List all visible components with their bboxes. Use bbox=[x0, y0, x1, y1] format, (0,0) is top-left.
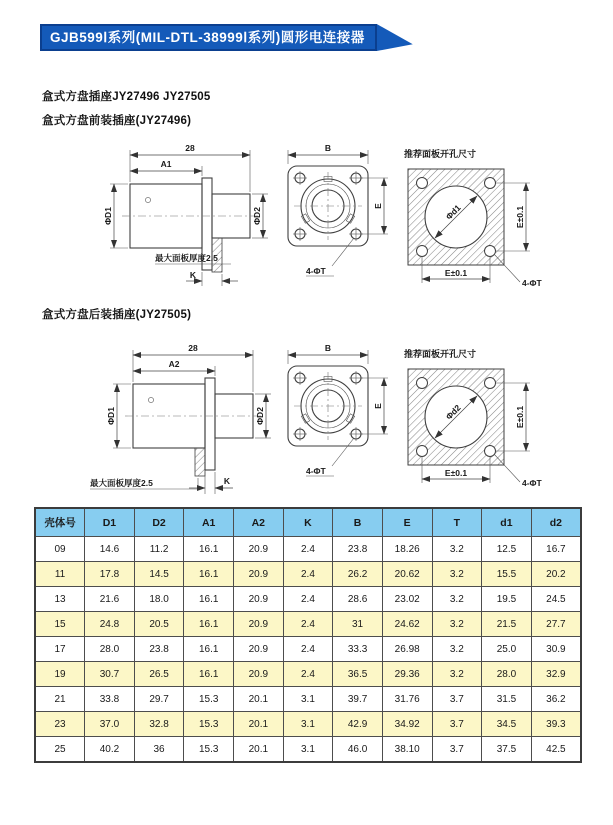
table-body bbox=[35, 537, 581, 763]
table-cell: 24.8 bbox=[85, 612, 135, 637]
table-cell: 26.5 bbox=[134, 662, 184, 687]
hole-spec-label: 4-ΦT bbox=[522, 278, 542, 288]
table-cell: 37.0 bbox=[85, 712, 135, 737]
table-cell: 23.8 bbox=[333, 537, 383, 562]
table-cell: 20.9 bbox=[234, 537, 284, 562]
table-cell: 16.1 bbox=[184, 587, 234, 612]
table-cell: 14.5 bbox=[134, 562, 184, 587]
column-header: d2 bbox=[531, 508, 581, 537]
table-cell: 36 bbox=[134, 737, 184, 763]
figure-front-view-1 bbox=[268, 140, 403, 290]
table-cell: 23.8 bbox=[134, 637, 184, 662]
table-cell: 2.4 bbox=[283, 537, 333, 562]
table-cell: 32.8 bbox=[134, 712, 184, 737]
dim-e-vertical: E±0.1 bbox=[515, 205, 525, 229]
table-cell: 20.9 bbox=[234, 587, 284, 612]
cutout-diameter-label: Φd2 bbox=[443, 402, 463, 422]
dim-overall-length: 28 bbox=[188, 343, 198, 353]
column-header: K bbox=[283, 508, 333, 537]
figure-panel-cutout-front bbox=[398, 145, 563, 295]
table-cell: 24.5 bbox=[531, 587, 581, 612]
table-cell: 40.2 bbox=[85, 737, 135, 763]
hole-spec-label: 4-ΦT bbox=[306, 466, 326, 476]
figure-front-mount-side-view bbox=[100, 138, 275, 293]
table-cell: 27.7 bbox=[531, 612, 581, 637]
dim-e-horizontal: E±0.1 bbox=[444, 268, 468, 278]
table-cell: 36.5 bbox=[333, 662, 383, 687]
dim-b: B bbox=[324, 143, 332, 153]
table-cell: 14.6 bbox=[85, 537, 135, 562]
table-cell: 2.4 bbox=[283, 612, 333, 637]
table-cell: 19.5 bbox=[482, 587, 532, 612]
table-cell: 20.2 bbox=[531, 562, 581, 587]
table-cell: 21.6 bbox=[85, 587, 135, 612]
table-cell: 20.1 bbox=[234, 687, 284, 712]
table-cell: 20.1 bbox=[234, 737, 284, 763]
table-cell: 20.9 bbox=[234, 662, 284, 687]
table-row bbox=[35, 612, 581, 637]
table-cell: 25 bbox=[35, 737, 85, 763]
table-cell: 31 bbox=[333, 612, 383, 637]
figure-rear-mount-side-view bbox=[88, 338, 278, 496]
panel-thickness-note: 最大面板厚度2.5 bbox=[90, 478, 153, 488]
table-cell: 30.9 bbox=[531, 637, 581, 662]
table-cell: 17.8 bbox=[85, 562, 135, 587]
table-cell: 11 bbox=[35, 562, 85, 587]
table-cell: 28.0 bbox=[85, 637, 135, 662]
heading-models: 盒式方盘插座JY27496 JY27505 bbox=[42, 91, 211, 103]
table-cell: 31.76 bbox=[382, 687, 432, 712]
figure-front-view-2 bbox=[268, 340, 403, 490]
heading-front-mount: 盒式方盘前装插座(JY27496) bbox=[42, 115, 192, 127]
table-cell: 15.3 bbox=[184, 712, 234, 737]
cutout-title: 推荐面板开孔尺寸 bbox=[404, 349, 477, 359]
table-cell: 21 bbox=[35, 687, 85, 712]
dim-d1: ΦD1 bbox=[103, 207, 113, 225]
table-row bbox=[35, 687, 581, 712]
table-cell: 3.7 bbox=[432, 737, 482, 763]
spec-table-container bbox=[34, 507, 582, 763]
table-cell: 23.02 bbox=[382, 587, 432, 612]
column-header: D2 bbox=[134, 508, 184, 537]
dim-a2: A2 bbox=[168, 359, 180, 369]
table-cell: 16.1 bbox=[184, 662, 234, 687]
banner-tail-shape bbox=[377, 24, 413, 51]
dim-overall-length: 28 bbox=[185, 143, 195, 153]
column-header: A1 bbox=[184, 508, 234, 537]
table-cell: 19 bbox=[35, 662, 85, 687]
heading-rear-mount: 盒式方盘后装插座(JY27505) bbox=[42, 309, 192, 321]
table-cell: 2.4 bbox=[283, 662, 333, 687]
table-cell: 28.6 bbox=[333, 587, 383, 612]
table-cell: 3.7 bbox=[432, 687, 482, 712]
table-cell: 2.4 bbox=[283, 637, 333, 662]
table-cell: 17 bbox=[35, 637, 85, 662]
table-row bbox=[35, 737, 581, 763]
table-cell: 32.9 bbox=[531, 662, 581, 687]
table-cell: 20.1 bbox=[234, 712, 284, 737]
table-cell: 18.26 bbox=[382, 537, 432, 562]
column-header: D1 bbox=[85, 508, 135, 537]
table-cell: 3.2 bbox=[432, 587, 482, 612]
column-header: A2 bbox=[234, 508, 284, 537]
table-row bbox=[35, 712, 581, 737]
table-cell: 34.92 bbox=[382, 712, 432, 737]
table-cell: 15.3 bbox=[184, 687, 234, 712]
table-cell: 16.1 bbox=[184, 537, 234, 562]
dim-b: B bbox=[324, 343, 332, 353]
table-cell: 15 bbox=[35, 612, 85, 637]
table-cell: 36.2 bbox=[531, 687, 581, 712]
table-cell: 16.1 bbox=[184, 637, 234, 662]
table-row bbox=[35, 562, 581, 587]
panel-thickness-note: 最大面板厚度2.5 bbox=[155, 253, 218, 263]
table-cell: 28.0 bbox=[482, 662, 532, 687]
table-cell: 31.5 bbox=[482, 687, 532, 712]
table-cell: 3.1 bbox=[283, 737, 333, 763]
table-cell: 2.4 bbox=[283, 587, 333, 612]
table-cell: 16.1 bbox=[184, 612, 234, 637]
table-cell: 23 bbox=[35, 712, 85, 737]
table-header bbox=[35, 508, 581, 537]
table-cell: 15.5 bbox=[482, 562, 532, 587]
table-cell: 3.2 bbox=[432, 537, 482, 562]
table-cell: 16.7 bbox=[531, 537, 581, 562]
table-cell: 20.62 bbox=[382, 562, 432, 587]
table-cell: 21.5 bbox=[482, 612, 532, 637]
table-cell: 3.1 bbox=[283, 712, 333, 737]
table-cell: 3.7 bbox=[432, 712, 482, 737]
dim-a1: A1 bbox=[160, 159, 172, 169]
page-title: GJB599Ⅰ系列(MIL-DTL-38999Ⅰ系列)圆形电连接器 bbox=[40, 24, 377, 51]
table-cell: 46.0 bbox=[333, 737, 383, 763]
table-cell: 2.4 bbox=[283, 562, 333, 587]
table-cell: 37.5 bbox=[482, 737, 532, 763]
table-row bbox=[35, 587, 581, 612]
table-cell: 24.62 bbox=[382, 612, 432, 637]
table-cell: 38.10 bbox=[382, 737, 432, 763]
column-header: 壳体号 bbox=[35, 508, 85, 537]
table-cell: 29.36 bbox=[382, 662, 432, 687]
cutout-title: 推荐面板开孔尺寸 bbox=[404, 149, 477, 159]
table-cell: 20.9 bbox=[234, 562, 284, 587]
hole-spec-label: 4-ΦT bbox=[522, 478, 542, 488]
figure-panel-cutout-rear bbox=[398, 345, 563, 495]
dim-d2: ΦD2 bbox=[252, 207, 262, 225]
table-cell: 3.1 bbox=[283, 687, 333, 712]
table-cell: 11.2 bbox=[134, 537, 184, 562]
column-header: E bbox=[382, 508, 432, 537]
table-cell: 26.2 bbox=[333, 562, 383, 587]
table-row bbox=[35, 637, 581, 662]
column-header: d1 bbox=[482, 508, 532, 537]
table-cell: 39.3 bbox=[531, 712, 581, 737]
table-cell: 39.7 bbox=[333, 687, 383, 712]
table-cell: 3.2 bbox=[432, 612, 482, 637]
page-banner bbox=[40, 24, 413, 51]
table-row bbox=[35, 537, 581, 562]
table-cell: 13 bbox=[35, 587, 85, 612]
table-row bbox=[35, 662, 581, 687]
dim-e: E bbox=[373, 403, 383, 409]
dim-e-horizontal: E±0.1 bbox=[444, 468, 468, 478]
table-cell: 29.7 bbox=[134, 687, 184, 712]
cutout-diameter-label: Φd1 bbox=[443, 202, 463, 222]
column-header: B bbox=[333, 508, 383, 537]
table-cell: 33.3 bbox=[333, 637, 383, 662]
dim-k: K bbox=[189, 270, 197, 280]
table-cell: 20.9 bbox=[234, 612, 284, 637]
table-cell: 3.2 bbox=[432, 662, 482, 687]
column-header: T bbox=[432, 508, 482, 537]
table-header-row bbox=[35, 508, 581, 537]
table-cell: 15.3 bbox=[184, 737, 234, 763]
table-cell: 34.5 bbox=[482, 712, 532, 737]
table-cell: 3.2 bbox=[432, 562, 482, 587]
table-cell: 42.9 bbox=[333, 712, 383, 737]
dim-d2: ΦD2 bbox=[255, 407, 265, 425]
table-cell: 16.1 bbox=[184, 562, 234, 587]
table-cell: 26.98 bbox=[382, 637, 432, 662]
table-cell: 42.5 bbox=[531, 737, 581, 763]
dim-d1: ΦD1 bbox=[106, 407, 116, 425]
table-cell: 25.0 bbox=[482, 637, 532, 662]
table-cell: 33.8 bbox=[85, 687, 135, 712]
dimensions-table bbox=[34, 507, 582, 763]
hole-spec-label: 4-ΦT bbox=[306, 266, 326, 276]
table-cell: 20.5 bbox=[134, 612, 184, 637]
dim-k: K bbox=[223, 476, 231, 486]
table-cell: 12.5 bbox=[482, 537, 532, 562]
dim-e: E bbox=[373, 203, 383, 209]
table-cell: 3.2 bbox=[432, 637, 482, 662]
table-cell: 09 bbox=[35, 537, 85, 562]
table-cell: 30.7 bbox=[85, 662, 135, 687]
table-cell: 18.0 bbox=[134, 587, 184, 612]
dim-e-vertical: E±0.1 bbox=[515, 405, 525, 429]
table-cell: 20.9 bbox=[234, 637, 284, 662]
